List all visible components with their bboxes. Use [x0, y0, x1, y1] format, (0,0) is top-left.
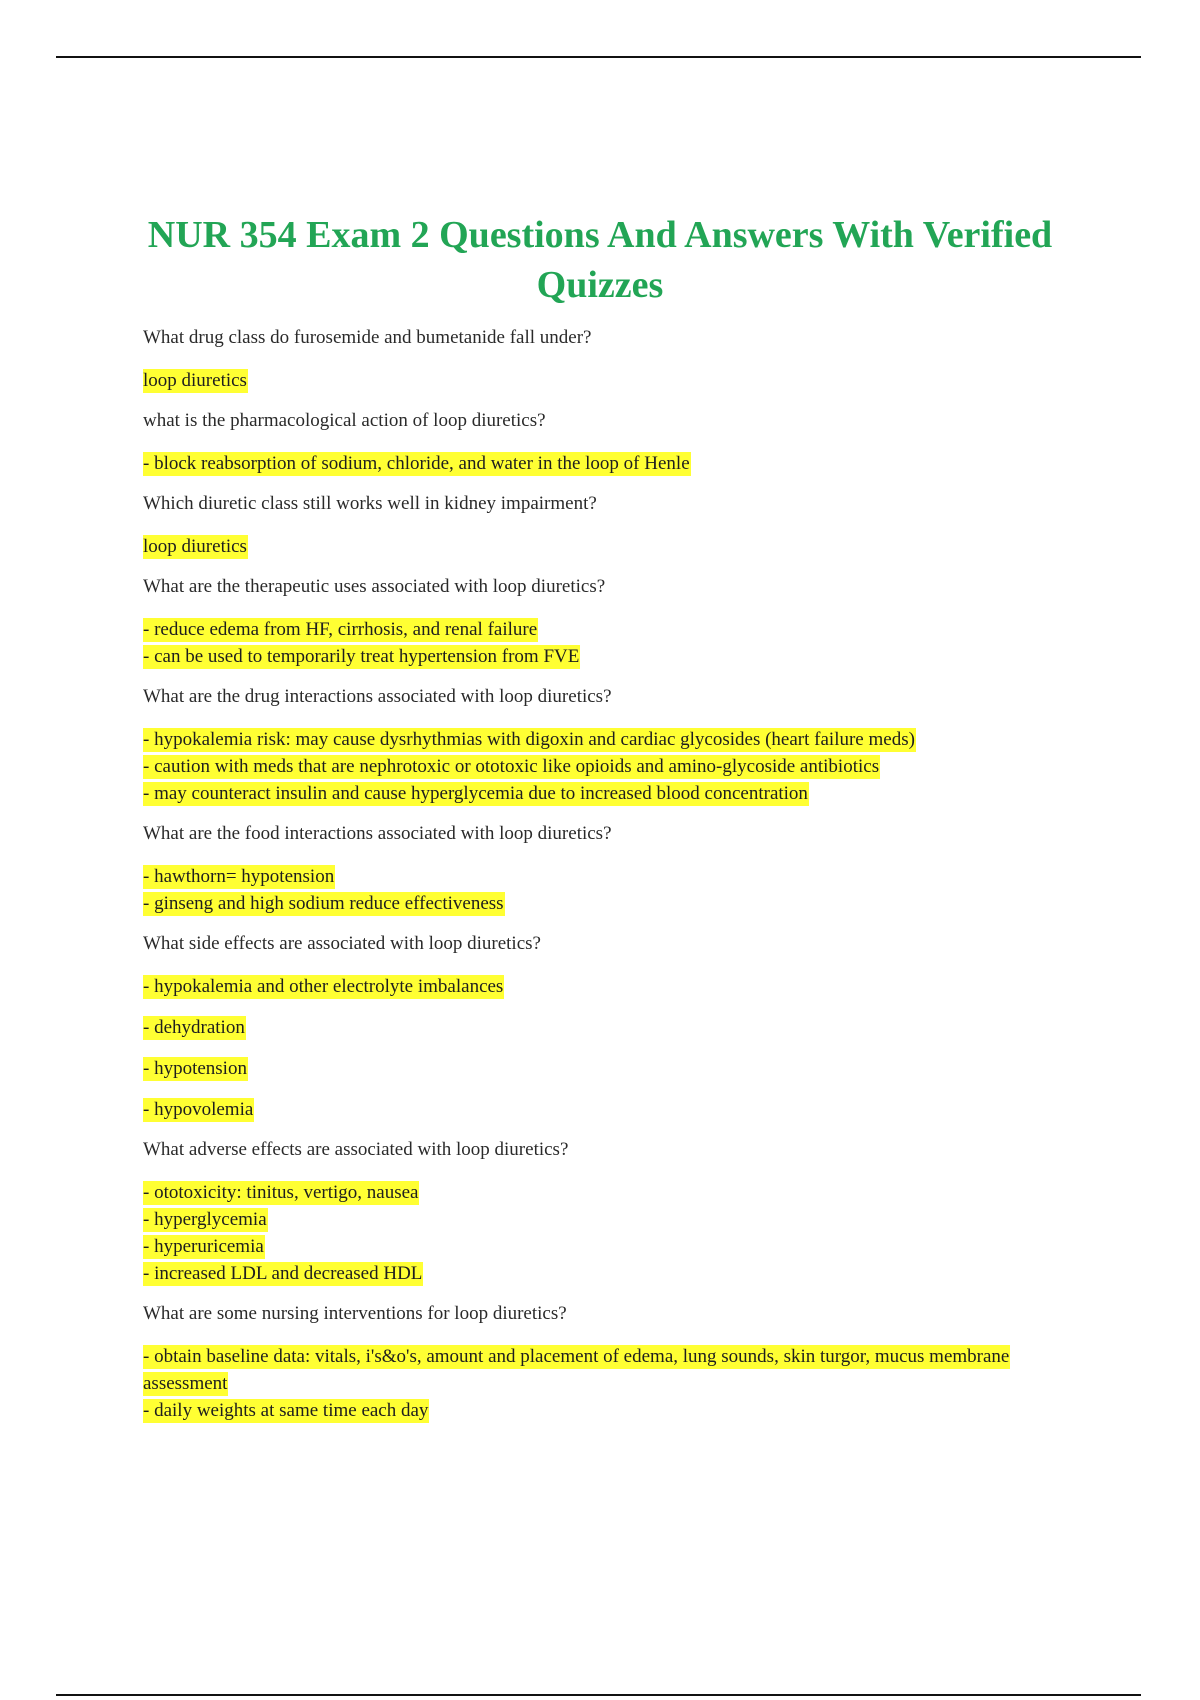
question: What are the food interactions associated with loop diuretics?: [143, 823, 612, 844]
question: what is the pharmacological action of loop diuretics?: [143, 410, 546, 431]
answer-line: - dehydration: [143, 1017, 245, 1038]
answer: [143, 1014, 1063, 1041]
answer: [143, 367, 1063, 394]
answer-line: - can be used to temporarily treat hypertension from FVE: [143, 646, 580, 667]
answer-line: - daily weights at same time each day: [143, 1400, 429, 1421]
question: What drug class do furosemide and bumetanide fall under?: [143, 327, 592, 348]
answer: [143, 973, 1063, 1000]
document-title: NUR 354 Exam 2 Questions And Answers With Verified Quizzes: [147, 214, 1053, 306]
answer-line: - block reabsorption of sodium, chloride, and water in the loop of Henle: [143, 453, 690, 474]
answer: [143, 863, 1063, 917]
answer: [143, 1055, 1063, 1082]
answer: [143, 616, 1063, 670]
answer-line: loop diuretics: [143, 536, 247, 557]
answer-line: - hawthorn= hypotension: [143, 866, 335, 887]
answer-line: - hypotension: [143, 1058, 247, 1079]
answer-line: - caution with meds that are nephrotoxic or ototoxic like opioids and amino-glycoside antibiotics: [143, 756, 880, 777]
answer: [143, 450, 1063, 477]
answer: [143, 1343, 1063, 1424]
answer: [143, 533, 1063, 560]
answer-line: loop diuretics: [143, 370, 247, 391]
answer-line: - hyperuricemia: [143, 1236, 264, 1257]
question: What are some nursing interventions for loop diuretics?: [143, 1303, 567, 1324]
answer-line: - hypokalemia and other electrolyte imbalances: [143, 976, 504, 997]
answer-line: - may counteract insulin and cause hyperglycemia due to increased blood concentration: [143, 783, 808, 804]
question: What adverse effects are associated with loop diuretics?: [143, 1139, 569, 1160]
answer-line: - hyperglycemia: [143, 1209, 267, 1230]
answer-line: - obtain baseline data: vitals, i's&o's, amount and placement of edema, lung sounds, skin turgor, mucus membrane assessment: [143, 1346, 1010, 1394]
top-rule: [56, 56, 1141, 58]
qa-list: [143, 325, 1063, 1438]
answer-line: - increased LDL and decreased HDL: [143, 1263, 423, 1284]
answer-line: - hypovolemia: [143, 1099, 254, 1120]
question: What are the drug interactions associated with loop diuretics?: [143, 686, 612, 707]
question: Which diuretic class still works well in kidney impairment?: [143, 493, 597, 514]
bottom-rule: [56, 1694, 1141, 1696]
answer: [143, 726, 1063, 807]
question: What side effects are associated with loop diuretics?: [143, 933, 541, 954]
answer-line: - reduce edema from HF, cirrhosis, and renal failure: [143, 619, 538, 640]
question: What are the therapeutic uses associated with loop diuretics?: [143, 576, 606, 597]
answer-line: - ginseng and high sodium reduce effectiveness: [143, 893, 504, 914]
answer-line: - ototoxicity: tinitus, vertigo, nausea: [143, 1182, 419, 1203]
answer: [143, 1179, 1063, 1287]
answer-line: - hypokalemia risk: may cause dysrhythmias with digoxin and cardiac glycosides (heart failure meds): [143, 729, 915, 750]
answer: [143, 1096, 1063, 1123]
